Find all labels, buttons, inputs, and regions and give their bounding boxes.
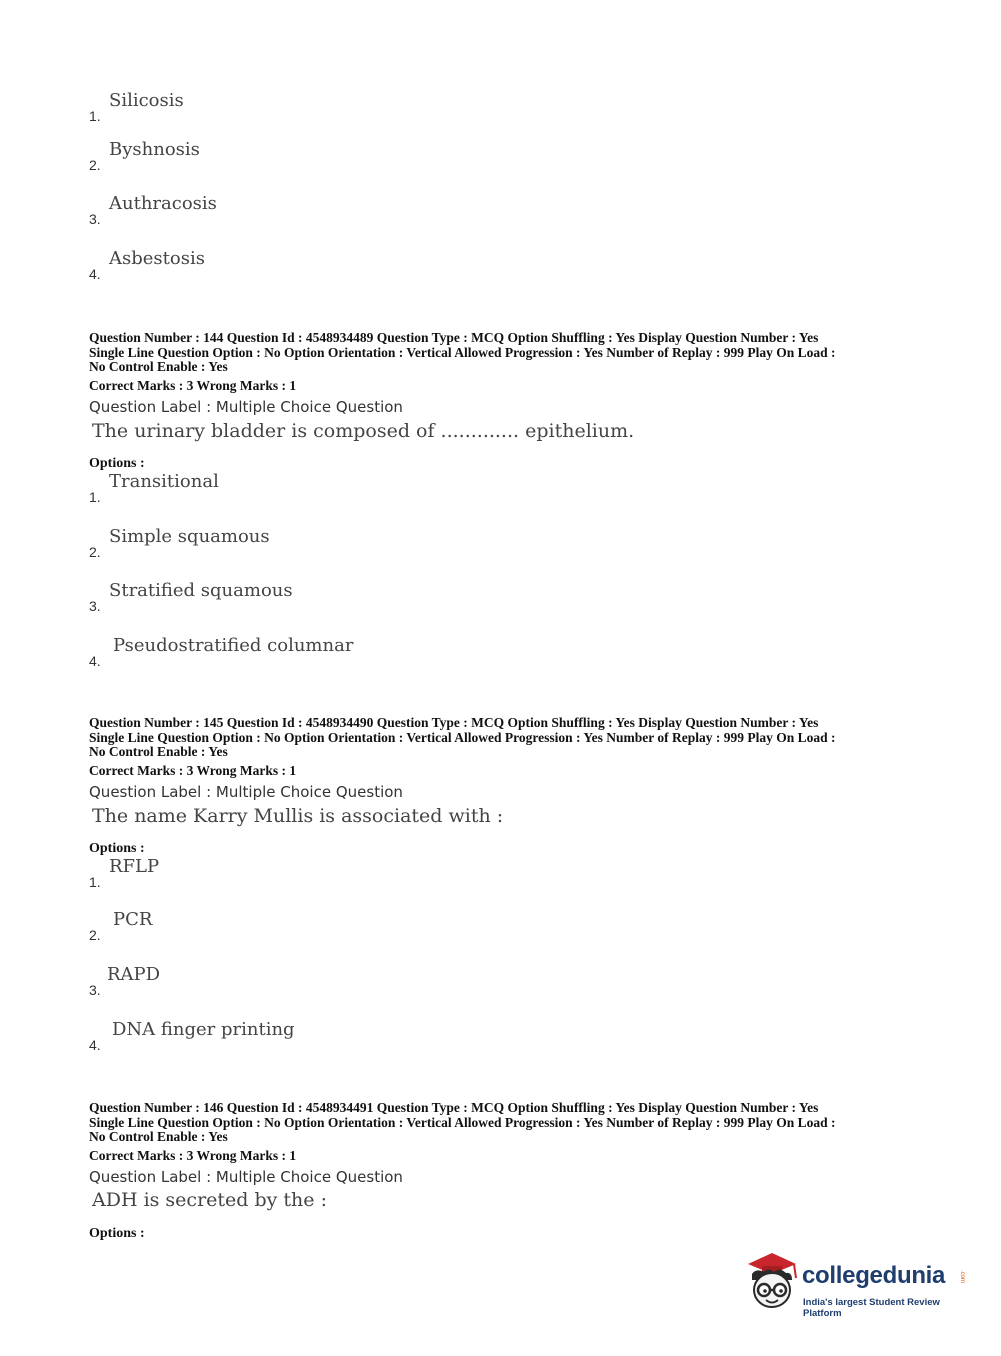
option-text: DNA finger printing xyxy=(112,1019,295,1040)
question-marks: Correct Marks : 3 Wrong Marks : 1 xyxy=(89,763,297,778)
option-text: Asbestosis xyxy=(109,248,205,269)
question-marks: Correct Marks : 3 Wrong Marks : 1 xyxy=(89,1148,297,1163)
option-number: 2. xyxy=(89,157,101,173)
option-text: PCR xyxy=(113,909,153,930)
option-text: Simple squamous xyxy=(109,526,270,547)
option-text: Pseudostratified columnar xyxy=(113,635,354,656)
option-number: 4. xyxy=(89,653,101,669)
question-label: Question Label : Multiple Choice Question xyxy=(89,1168,403,1186)
meta-line: Single Line Question Option : No Option Orientation : Vertical Allowed Progression : Yes Number of Replay : 999 Play On Load : xyxy=(89,344,836,360)
meta-line: Question Number : 146 Question Id : 4548934491 Question Type : MCQ Option Shuffling : Yes Display Question Number : Yes xyxy=(89,1100,819,1115)
option-text: Silicosis xyxy=(109,90,184,111)
options-header: Options : xyxy=(89,456,145,471)
option-text: Byshnosis xyxy=(109,139,200,160)
meta-line: Single Line Question Option : No Option Orientation : Vertical Allowed Progression : Yes Number of Replay : 999 Play On Load : xyxy=(89,729,836,745)
question-meta xyxy=(89,1101,919,1145)
meta-line: Single Line Question Option : No Option Orientation : Vertical Allowed Progression : Yes Number of Replay : 999 Play On Load : xyxy=(89,1114,836,1130)
option-number: 2. xyxy=(89,927,101,943)
options-header: Options : xyxy=(89,841,145,856)
option-text: RAPD xyxy=(107,964,161,985)
meta-line: No Control Enable : Yes xyxy=(89,1129,228,1144)
option-number: 3. xyxy=(89,982,101,998)
question-text: ADH is secreted by the : xyxy=(92,1189,327,1211)
question-label: Question Label : Multiple Choice Question xyxy=(89,783,403,801)
question-meta xyxy=(89,716,919,760)
option-text: Transitional xyxy=(109,471,219,492)
question-text: The name Karry Mullis is associated with : xyxy=(92,805,504,827)
option-number: 4. xyxy=(89,266,101,282)
logo-tagline: India's largest Student Review Platform xyxy=(803,1297,940,1319)
option-number: 1. xyxy=(89,874,101,890)
option-number: 1. xyxy=(89,108,101,124)
option-text: Stratified squamous xyxy=(109,580,293,601)
option-number: 3. xyxy=(89,598,101,614)
logo-com: .com xyxy=(959,1270,965,1284)
option-number: 3. xyxy=(89,211,101,227)
meta-line: No Control Enable : Yes xyxy=(89,744,228,759)
option-number: 2. xyxy=(89,544,101,560)
mascot-icon xyxy=(742,1250,802,1312)
question-label: Question Label : Multiple Choice Question xyxy=(89,398,403,416)
meta-line: Question Number : 145 Question Id : 4548934490 Question Type : MCQ Option Shuffling : Yes Display Question Number : Yes xyxy=(89,715,819,730)
collegedunia-logo xyxy=(742,1250,972,1320)
meta-line: Question Number : 144 Question Id : 4548934489 Question Type : MCQ Option Shuffling : Yes Display Question Number : Yes xyxy=(89,330,819,345)
option-number: 4. xyxy=(89,1037,101,1053)
option-text: RFLP xyxy=(109,856,160,877)
option-number: 1. xyxy=(89,489,101,505)
logo-wordmark: collegedunia xyxy=(802,1262,946,1289)
question-marks: Correct Marks : 3 Wrong Marks : 1 xyxy=(89,378,297,393)
question-meta xyxy=(89,331,919,375)
question-text: The urinary bladder is composed of ............. epithelium. xyxy=(92,420,635,442)
option-text: Authracosis xyxy=(109,193,217,214)
meta-line: No Control Enable : Yes xyxy=(89,359,228,374)
options-header: Options : xyxy=(89,1226,145,1241)
